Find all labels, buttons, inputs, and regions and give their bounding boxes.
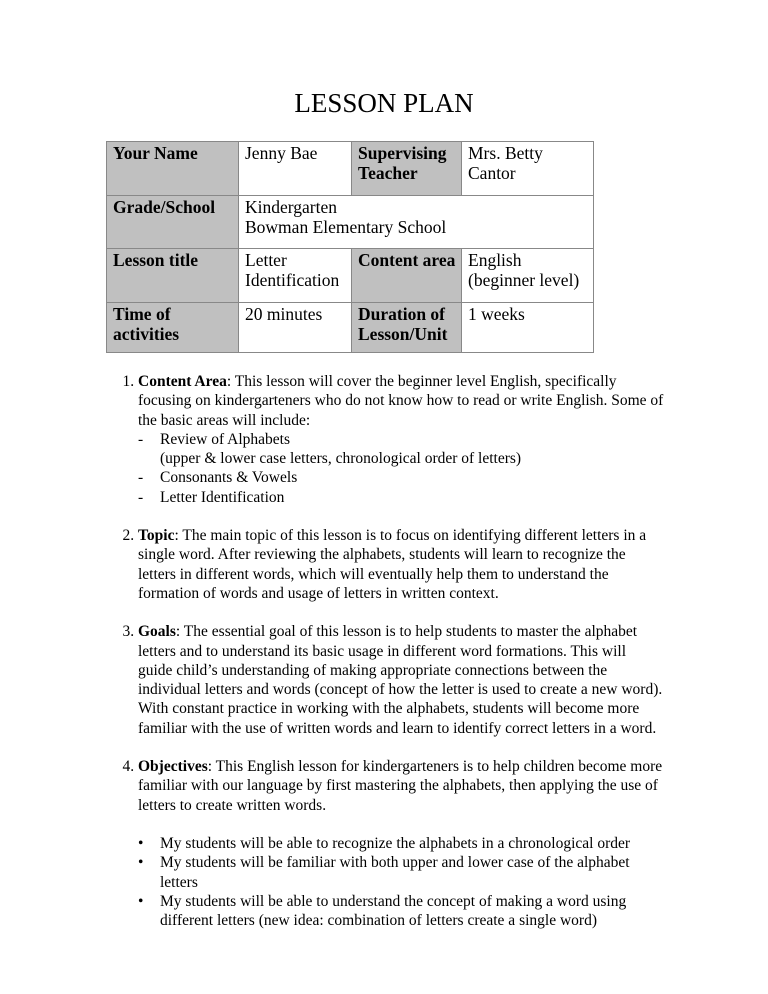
section-heading: Content Area: [138, 373, 227, 390]
grade: Kindergarten: [245, 197, 338, 217]
content-area-value: English (beginner level): [462, 249, 594, 303]
document-body: [104, 372, 664, 949]
section-heading: Objectives: [138, 758, 208, 776]
time-label: Time of activities: [107, 303, 239, 353]
list-item-sub: (upper & lower case letters, chronological order of letters): [160, 450, 522, 468]
your-name-value: Jenny Bae: [239, 142, 352, 196]
page-title: LESSON PLAN: [294, 88, 474, 118]
section-heading: Goals: [138, 623, 176, 641]
section-goals: [138, 622, 664, 738]
duration-value: 1 weeks: [462, 303, 594, 353]
supervising-value: Mrs. Betty Cantor: [462, 142, 594, 196]
content-area-label: Content area: [352, 249, 462, 303]
time-value: 20 minutes: [239, 303, 352, 353]
grade-value: [239, 196, 594, 249]
school: Bowman Elementary School: [245, 217, 447, 237]
list-item: - Letter Identification: [138, 488, 664, 507]
your-name-label: Your Name: [107, 142, 239, 196]
section-text: : This English lesson for kindergarteners is to help children become more familiar with our language by first mastering the alphabets, then applying the use of letters to create written words.: [138, 758, 663, 814]
grade-label: Grade/School: [107, 196, 239, 249]
section-text: : The main topic of this lesson is to focus on identifying different letters in a single word. After reviewing the alphabets, students will learn to recognize the letters in different words, which will eventually help them to understand the formation of words and usage of letters in written context.: [138, 527, 647, 602]
section-heading: Topic: [138, 527, 175, 545]
lesson-title-value: Letter Identification: [239, 249, 352, 303]
lesson-title-label: Lesson title: [107, 249, 239, 303]
lesson-info-table: [106, 141, 594, 353]
section-topic: [138, 526, 664, 603]
duration-label: Duration of Lesson/Unit: [352, 303, 462, 353]
list-item: • My students will be able to recognize the alphabets in a chronological order: [138, 834, 664, 853]
supervising-label: Supervising Teacher: [352, 142, 462, 196]
list-item: • My students will be able to understand the concept of making a word using different letters (new idea: combination of letters create a single word): [138, 892, 664, 931]
section-objectives: [138, 757, 664, 930]
section-text: : This lesson will cover the beginner level English, specifically focusing on kindergarteners who do not know how to read or write English. Some of the basic areas will include:: [138, 373, 664, 429]
list-item: • My students will be familiar with both upper and lower case of the alphabet letters: [138, 853, 664, 892]
list-item: - Review of Alphabets (upper & lower case letters, chronological order of letters): [138, 430, 664, 469]
list-item: - Consonants & Vowels: [138, 468, 664, 487]
section-content-area: [138, 372, 664, 507]
section-text: : The essential goal of this lesson is to help students to master the alphabet letters and to understand its basic usage in different word formations. This will guide child’s understanding of making appropriate connections between the individual letters and words (concept of how the letter is used to create a new word). With constant practice in working with the alphabets, students will become more familiar with the use of written words and learn to identify correct letters in a word.: [138, 623, 663, 737]
